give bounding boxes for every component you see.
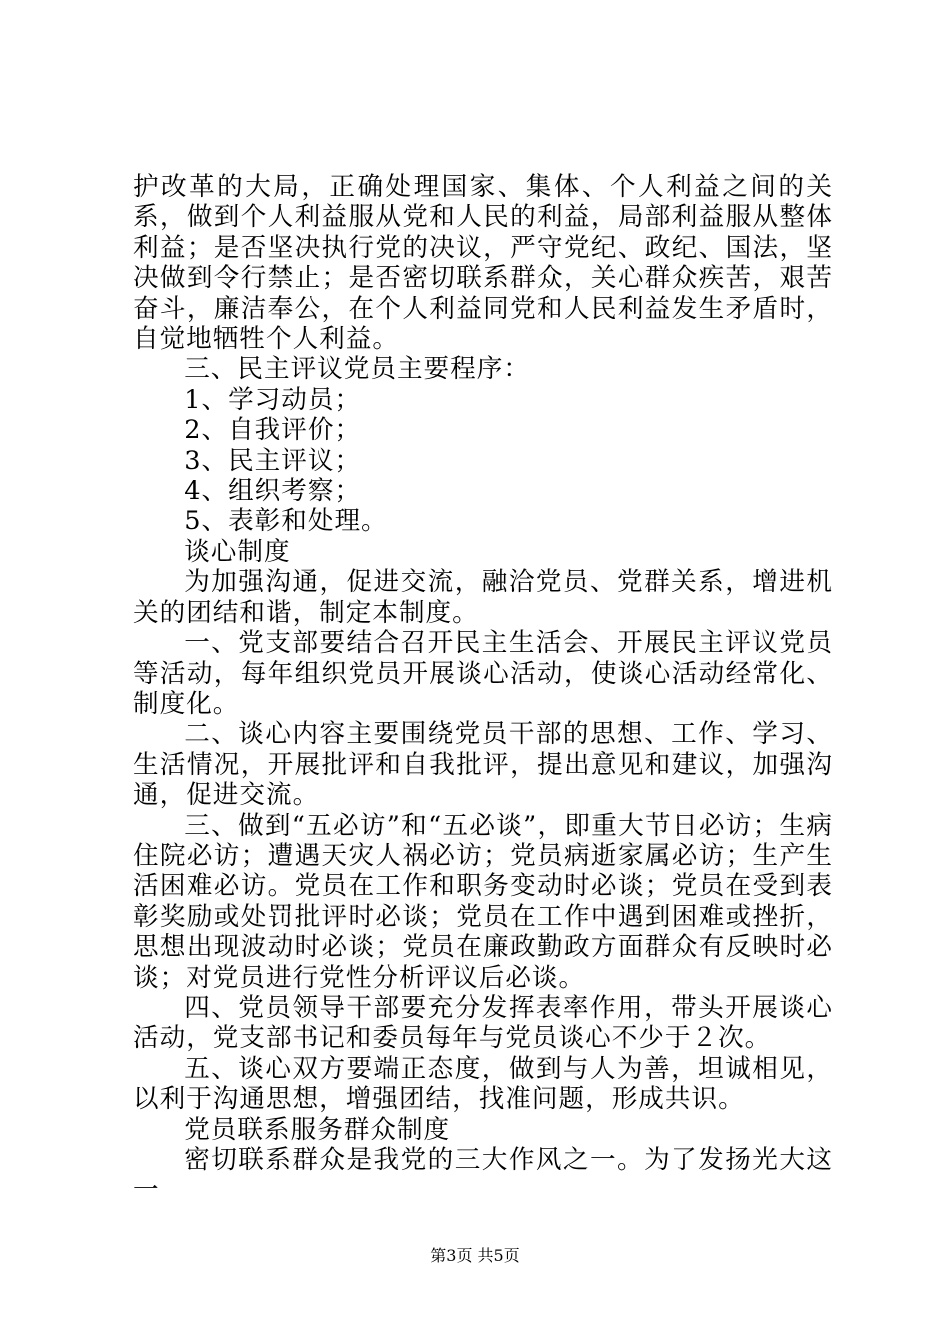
document-body xyxy=(133,172,833,1206)
section-heading: 谈心制度 xyxy=(184,536,291,567)
list-item: 4、组织考察； xyxy=(184,476,362,507)
list-item: 5、表彰和处理。 xyxy=(184,506,388,537)
section-heading: 三、民主评议党员主要程序： xyxy=(184,354,530,385)
section-heading: 党员联系服务群众制度 xyxy=(184,1114,451,1145)
paragraph: 五、谈心双方要端正态度，做到与人为善，坦诚相见，以利于沟通思想，增强团结，找准问题，形成共识。 xyxy=(133,1053,833,1115)
list-item: 1、学习动员； xyxy=(184,384,362,415)
list-item: 2、自我评价； xyxy=(184,415,362,446)
paragraph: 为加强沟通，促进交流，融洽党员、党群关系，增进机关的团结和谐，制定本制度。 xyxy=(133,567,833,628)
paragraph: 三、做到“五必访”和“五必谈”，即重大节日必访；生病住院必访；遭遇天灾人祸必访；党员病逝家属必访；生产生活困难必访。党员在工作和职务变动时必谈；党员在受到表彰奖励或处罚批评时必谈；党员在工作中遇到困难或挫折，思想出现波动时必谈；党员在廉政勤政方面群众有反映时必谈；对党员进行党性分析评议后必谈。 xyxy=(133,810,833,993)
paragraph: 护改革的大局，正确处理国家、集体、个人利益之间的关系，做到个人利益服从党和人民的利益，局部利益服从整体利益；是否坚决执行党的决议，严守党纪、政纪、国法，坚决做到令行禁止；是否密切联系群众，关心群众疾苦，艰苦奋斗，廉洁奉公，在个人利益同党和人民利益发生矛盾时，自觉地牺牲个人利益。 xyxy=(133,172,833,355)
page-footer: 第3页 共5页 xyxy=(430,1246,520,1265)
paragraph: 密切联系群众是我党的三大作风之一。为了发扬光大这一 xyxy=(133,1145,833,1206)
paragraph: 一、党支部要结合召开民主生活会、开展民主评议党员等活动，每年组织党员开展谈心活动，使谈心活动经常化、制度化。 xyxy=(133,628,833,719)
list-item: 3、民主评议； xyxy=(184,445,362,476)
paragraph: 二、谈心内容主要围绕党员干部的思想、工作、学习、生活情况，开展批评和自我批评，提出意见和建议，加强沟通，促进交流。 xyxy=(133,719,833,811)
paragraph: 四、党员领导干部要充分发挥表率作用，带头开展谈心活动，党支部书记和委员每年与党员谈心不少于２次。 xyxy=(133,992,833,1054)
